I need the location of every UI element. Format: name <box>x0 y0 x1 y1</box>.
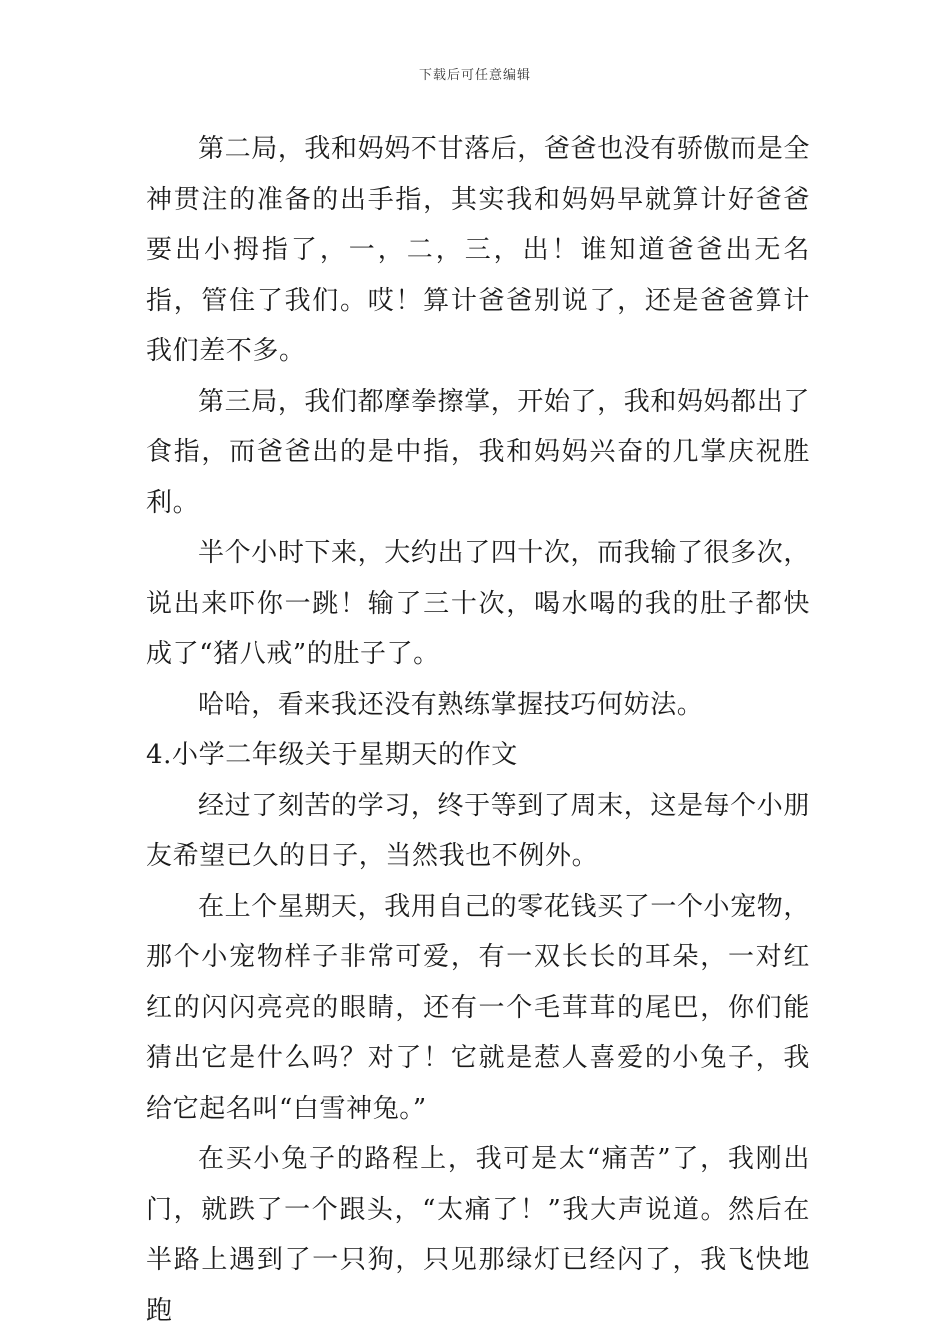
section-title: 4.小学二年级关于星期天的作文 <box>146 740 518 770</box>
paragraph: 在买小兔子的路程上，我可是太“痛苦”了，我刚出门，就跌了一个跟头，“太痛了！”我大声说道。然后在半路上遇到了一只狗，只见那绿灯已经闪了，我飞快地跑 <box>146 1144 810 1326</box>
paragraph: 经过了刻苦的学习，终于等到了周末，这是每个小朋友希望已久的日子，当然我也不例外。 <box>146 790 810 871</box>
document-body <box>146 124 810 1336</box>
paragraph: 哈哈，看来我还没有熟练掌握技巧何妨法。 <box>198 689 704 720</box>
paragraph: 半个小时下来，大约出了四十次，而我输了很多次，说出来吓你一跳！输了三十次，喝水喝的我的肚子都快成了“猪八戒”的肚子了。 <box>146 538 810 669</box>
paragraph: 在上个星期天，我用自己的零花钱买了一个小宠物，那个小宠物样子非常可爱，有一双长长的耳朵，一对红红的闪闪亮亮的眼睛，还有一个毛茸茸的尾巴，你们能猜出它是什么吗？对了！它就是惹人喜爱的小兔子，我给它起名叫“白雪神兔。” <box>146 891 810 1124</box>
paragraph: 第二局，我和妈妈不甘落后，爸爸也没有骄傲而是全神贯注的准备的出手指，其实我和妈妈早就算计好爸爸要出小拇指了，一，二，三，出！谁知道爸爸出无名指，管住了我们。哎！算计爸爸别说了，还是爸爸算计我们差不多。 <box>146 134 810 366</box>
paragraph: 第三局，我们都摩拳擦掌，开始了，我和妈妈都出了食指，而爸爸出的是中指，我和妈妈兴奋的几掌庆祝胜利。 <box>146 386 810 518</box>
header-note: 下载后可任意编辑 <box>418 68 531 83</box>
